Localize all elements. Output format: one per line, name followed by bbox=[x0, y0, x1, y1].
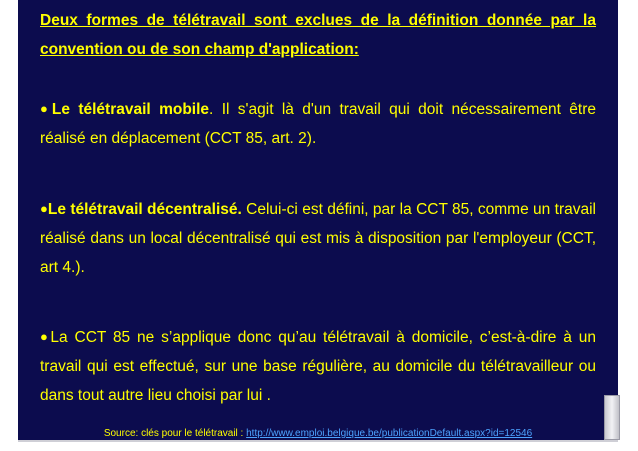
source-link[interactable]: http://www.emploi.belgique.be/publicationDefault.aspx?id=12546 bbox=[246, 428, 533, 439]
paragraph-bold: Le télétravail mobile bbox=[51, 101, 210, 118]
paragraph-bold: Le télétravail décentralisé. bbox=[47, 201, 242, 218]
slide-bottom-border bbox=[18, 440, 618, 442]
paragraph-text: Celui-ci est défini, par la CCT 85, comme un travail réalisé dans un local décentralisé qui est mis à disposition par l'employeur (CCT, art 4.). bbox=[40, 201, 596, 276]
paragraph-domicile bbox=[40, 323, 596, 410]
bullet-icon: ● bbox=[40, 329, 51, 344]
paragraph-mobile bbox=[40, 95, 596, 153]
paragraph-text: La CCT 85 ne s’applique donc qu’au télétravail à domicile, c’est-à-dire à un travail qui est effectué, sur une base régulière, au domicile du télétravailleur ou dans tout autre lieu choisi par lui . bbox=[40, 329, 596, 404]
bullet-icon: ● bbox=[40, 101, 52, 116]
slide-heading: Deux formes de télétravail sont exclues de la définition donnée par la convention ou de son champ d'application: bbox=[40, 12, 596, 58]
scrollbar-thumb[interactable] bbox=[604, 395, 620, 440]
bullet-icon: ● bbox=[40, 201, 48, 216]
paragraph-decentralise bbox=[40, 195, 596, 282]
source-prefix: Source: clés pour le télétravail : bbox=[103, 428, 247, 439]
paragraph-text: . Il s'agit là d'un travail qui doit nécessairement être réalisé en déplacement (CCT 85, art. 2). bbox=[40, 101, 596, 147]
source-line bbox=[18, 428, 618, 439]
slide bbox=[18, 0, 618, 440]
